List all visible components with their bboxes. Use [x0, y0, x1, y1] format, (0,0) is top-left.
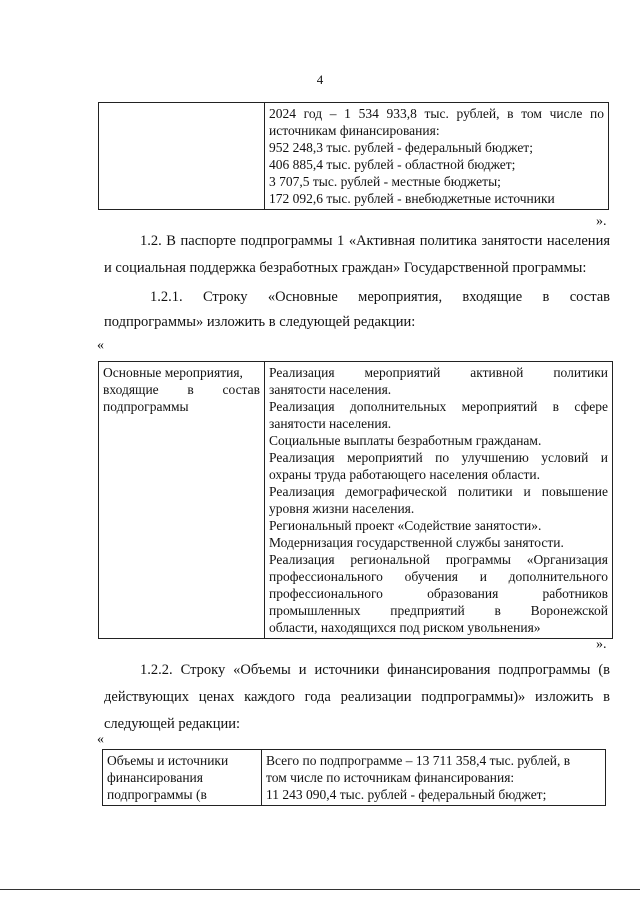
paragraph-1-2-1-line1: 1.2.1. Строку «Основные мероприятия, входящие в состав	[150, 289, 610, 305]
page-bottom-divider	[0, 889, 640, 890]
label-line: входящие в состав	[103, 382, 260, 397]
text-line: источникам финансирования:	[269, 123, 440, 138]
closing-quote: ».	[596, 637, 607, 652]
text-line: том числе по источникам финансирования:	[266, 770, 515, 785]
right-cell-activities	[265, 362, 613, 639]
label-line: подпрограммы	[103, 399, 189, 414]
text-line: Реализация региональной программы «Организация	[269, 552, 608, 567]
right-cell-financing	[262, 750, 606, 806]
page-number: 4	[316, 72, 324, 87]
text-line: 3 707,5 тыс. рублей - местные бюджеты;	[269, 174, 501, 189]
paragraph-1-2-line1: 1.2. В паспорте подпрограммы 1 «Активная политика занятости населения	[140, 233, 610, 249]
left-cell-label	[99, 362, 265, 639]
text-line: Социальные выплаты безработным гражданам.	[269, 433, 542, 448]
paragraph-1-2-2-line2: действующих ценах каждого года реализации подпрограммы)» изложить в	[104, 689, 610, 705]
text-line: занятости населения.	[269, 416, 392, 431]
text-line: 2024 год – 1 534 933,8 тыс. рублей, в том числе по	[269, 106, 604, 121]
text-line: 952 248,3 тыс. рублей - федеральный бюджет;	[269, 140, 533, 155]
main-activities-table	[98, 361, 613, 639]
paragraph-1-2-line2: и социальная поддержка безработных граждан» Государственной программы:	[104, 260, 587, 276]
label-line: Объемы и источники	[107, 753, 229, 768]
left-cell-empty	[99, 103, 265, 210]
opening-quote: «	[97, 338, 104, 353]
text-line: промышленных предприятий в Воронежской	[269, 603, 608, 618]
financing-table-continuation	[98, 102, 609, 210]
text-line: 172 092,6 тыс. рублей - внебюджетные источники	[269, 191, 555, 206]
label-line: Основные мероприятия,	[103, 365, 243, 380]
left-cell-label	[103, 750, 262, 806]
text-line: занятости населения.	[269, 382, 392, 397]
text-line: Модернизация государственной службы занятости.	[269, 535, 564, 550]
opening-quote: «	[97, 732, 104, 747]
paragraph-1-2-2-line3: следующей редакции:	[104, 716, 241, 732]
text-line: профессионального образования работников	[269, 586, 608, 601]
paragraph-1-2-1-line2: подпрограммы» изложить в следующей редакции:	[104, 314, 416, 330]
label-line: финансирования	[107, 770, 203, 785]
text-line: 406 885,4 тыс. рублей - областной бюджет;	[269, 157, 516, 172]
text-line: профессионального обучения и дополнительного	[269, 569, 608, 584]
right-cell-financing	[265, 103, 609, 210]
text-line: Реализация мероприятий по улучшению условий и	[269, 450, 608, 465]
text-line: Реализация мероприятий активной политики	[269, 365, 608, 380]
closing-quote: ».	[596, 214, 607, 229]
label-line: подпрограммы (в	[107, 787, 207, 802]
text-line: охраны труда работающего населения области.	[269, 467, 541, 482]
text-line: Всего по подпрограмме – 13 711 358,4 тыс. рублей, в	[266, 753, 571, 768]
paragraph-1-2-2-line1: 1.2.2. Строку «Объемы и источники финансирования подпрограммы (в	[140, 662, 610, 678]
text-line: уровня жизни населения.	[269, 501, 415, 516]
text-line: Реализация демографической политики и повышение	[269, 484, 608, 499]
text-line: области, находящихся под риском увольнения»	[269, 620, 541, 635]
text-line: 11 243 090,4 тыс. рублей - федеральный бюджет;	[266, 787, 547, 802]
text-line: Реализация дополнительных мероприятий в сфере	[269, 399, 608, 414]
text-line: Региональный проект «Содействие занятости».	[269, 518, 542, 533]
financing-volumes-table	[102, 749, 606, 806]
